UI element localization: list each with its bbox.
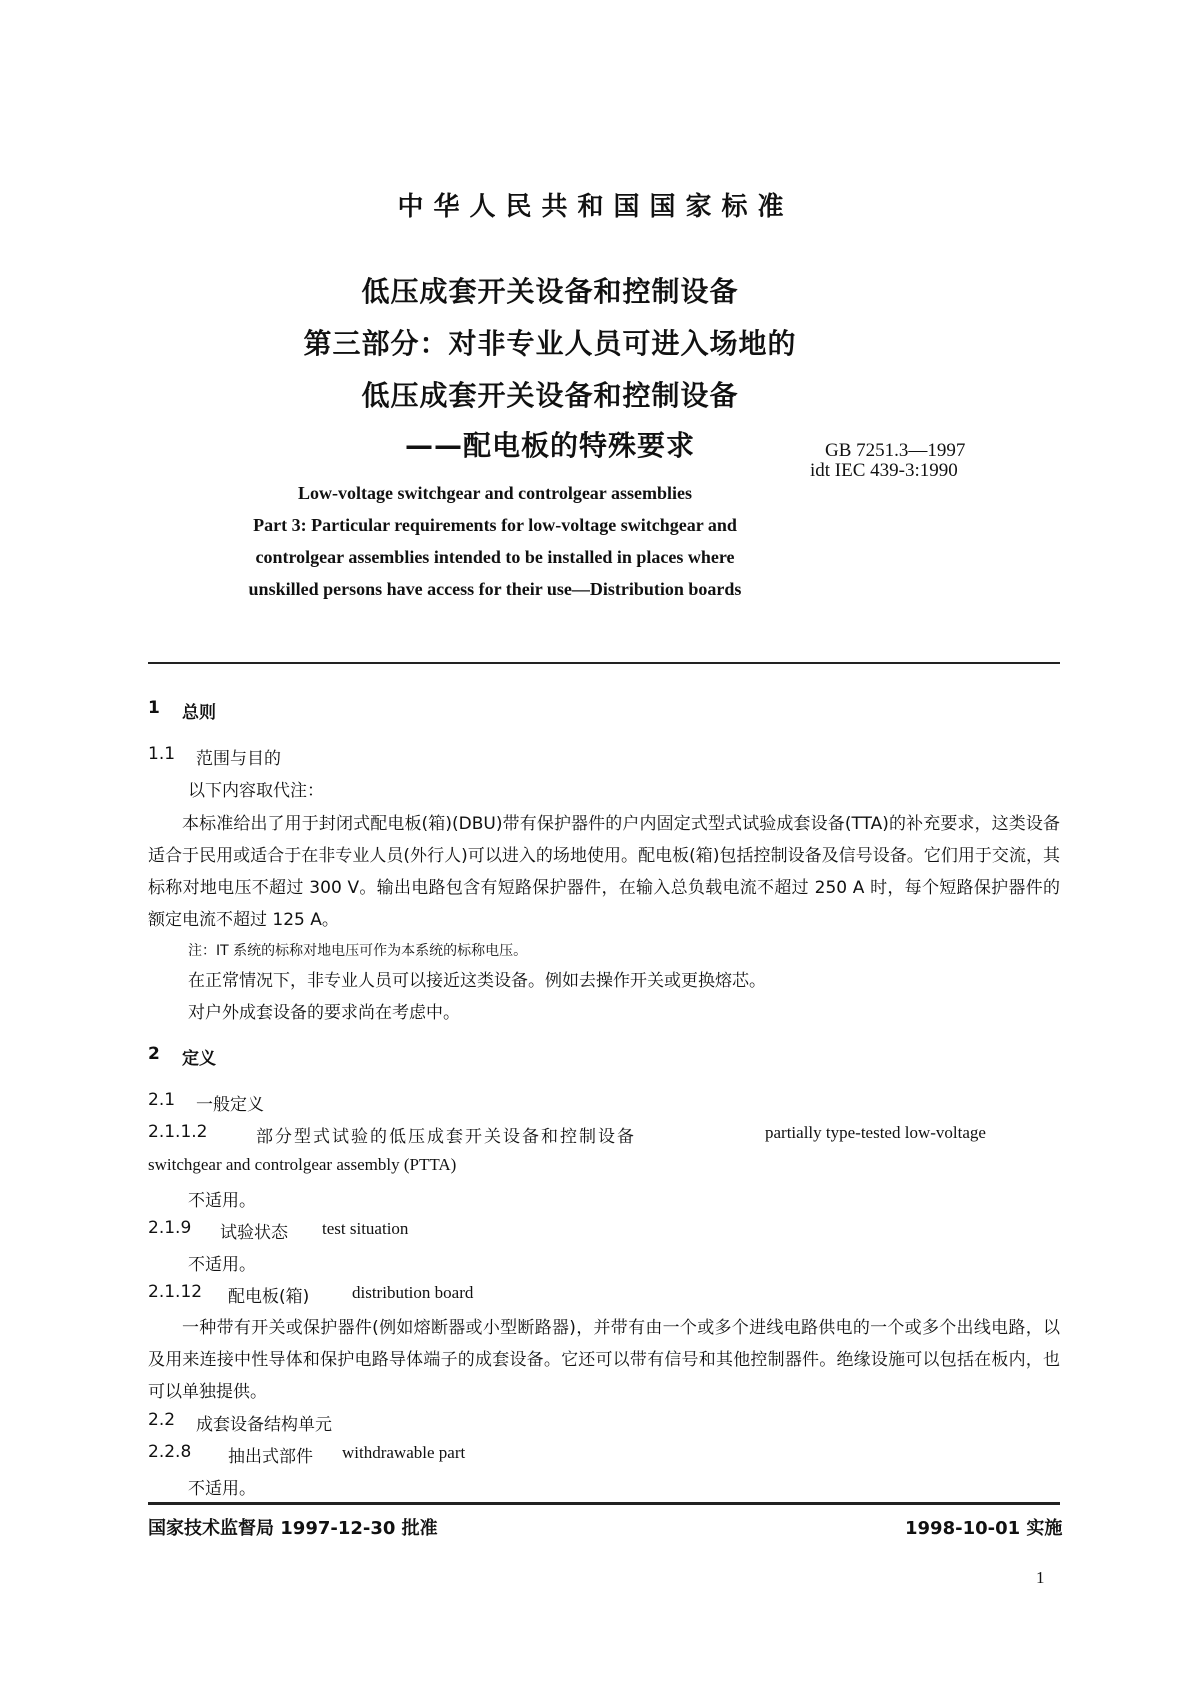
section-2-title: 定义 [182, 1049, 216, 1069]
section-2-1-title: 一般定义 [196, 1095, 264, 1115]
section-1-number: 1 [148, 698, 160, 718]
section-2-1-1-2-en-a: partially type-tested low-voltage [765, 1123, 986, 1142]
cn-title-line-4: ——配电板的特殊要求 [404, 429, 695, 462]
section-2-2-8-en: withdrawable part [342, 1443, 466, 1462]
section-2-1-9-title: 试验状态 [220, 1223, 288, 1243]
footer-divider [148, 1502, 1060, 1505]
section-2-number: 2 [148, 1044, 160, 1064]
en-title-line-1: Low-voltage switchgear and controlgear assemblies [298, 483, 692, 503]
en-title-line-3: controlgear assemblies intended to be installed in places where [255, 547, 735, 567]
not-applicable-2: 不适用。 [188, 1255, 256, 1275]
section-2-2-number: 2.2 [148, 1410, 176, 1430]
section-2-2-8-number: 2.2.8 [148, 1442, 192, 1462]
section-2-1-number: 2.1 [148, 1090, 176, 1110]
standard-equivalence: idt IEC 439-3:1990 [810, 460, 958, 481]
section-2-1-12-number: 2.1.12 [148, 1282, 203, 1302]
en-title-line-2: Part 3: Particular requirements for low-voltage switchgear and [253, 515, 737, 535]
outdoor-text: 对户外成套设备的要求尚在考虑中。 [188, 1003, 460, 1023]
section-2-1-1-2-title: 部分型式试验的低压成套开关设备和控制设备 [256, 1127, 636, 1147]
section-2-1-9-number: 2.1.9 [148, 1218, 192, 1238]
section-1-1-number: 1.1 [148, 744, 176, 764]
cn-title-line-2: 第三部分：对非专业人员可进入场地的 [303, 327, 797, 360]
section-1-1-title: 范围与目的 [196, 749, 281, 769]
replace-note: 以下内容取代注： [188, 781, 324, 801]
section-1-title: 总则 [182, 703, 216, 723]
section-2-1-9-en: test situation [322, 1219, 409, 1238]
header-divider [148, 662, 1060, 664]
normal-condition-text: 在正常情况下，非专业人员可以接近这类设备。例如去操作开关或更换熔芯。 [188, 971, 766, 991]
it-system-note: 注：IT 系统的标称对地电压可作为本系统的标称电压。 [188, 943, 528, 959]
effective-date: 1998-10-01 实施 [905, 1518, 1063, 1539]
not-applicable-1: 不适用。 [188, 1191, 256, 1211]
scope-paragraph: 本标准给出了用于封闭式配电板(箱)(DBU)带有保护器件的户内固定式型式试验成套设备(TTA)的补充要求，这类设备适合于民用或适合于在非专业人员(外行人)可以进入的场地使用。配电板(箱)包括控制设备及信号设备。它们用于交流，其标称对地电压不超过 300 V。输出电路包含有短路保护器件，在输入总负载电流不超过 250 A 时，每个短路保护器件的额定电流不超过 125 A。 [148, 814, 1060, 930]
standard-number: GB 7251.3—1997 [825, 440, 966, 461]
section-2-1-1-2-en-b: switchgear and controlgear assembly (PTTA) [148, 1155, 457, 1174]
section-2-2-8-title: 抽出式部件 [228, 1447, 313, 1467]
not-applicable-3: 不适用。 [188, 1479, 256, 1499]
section-2-1-1-2-number: 2.1.1.2 [148, 1122, 208, 1142]
section-2-1-12-title: 配电板(箱) [228, 1287, 310, 1307]
section-2-1-12-en: distribution board [352, 1283, 474, 1302]
country-standard-title: 中华人民共和国国家标准 [397, 192, 794, 222]
distribution-board-paragraph: 一种带有开关或保护器件(例如熔断器或小型断路器)，并带有由一个或多个进线电路供电的一个或多个出线电路，以及用来连接中性导体和保护电路导体端子的成套设备。它还可以带有信号和其他控制器件。绝缘设施可以包括在板内，也可以单独提供。 [148, 1318, 1060, 1402]
approval-date: 国家技术监督局 1997-12-30 批准 [148, 1518, 438, 1539]
cn-title-line-3: 低压成套开关设备和控制设备 [361, 379, 739, 412]
en-title-line-4: unskilled persons have access for their use—Distribution boards [248, 579, 742, 599]
section-2-2-title: 成套设备结构单元 [196, 1415, 332, 1435]
page-number: 1 [1036, 1568, 1045, 1587]
cn-title-line-1: 低压成套开关设备和控制设备 [361, 275, 739, 308]
